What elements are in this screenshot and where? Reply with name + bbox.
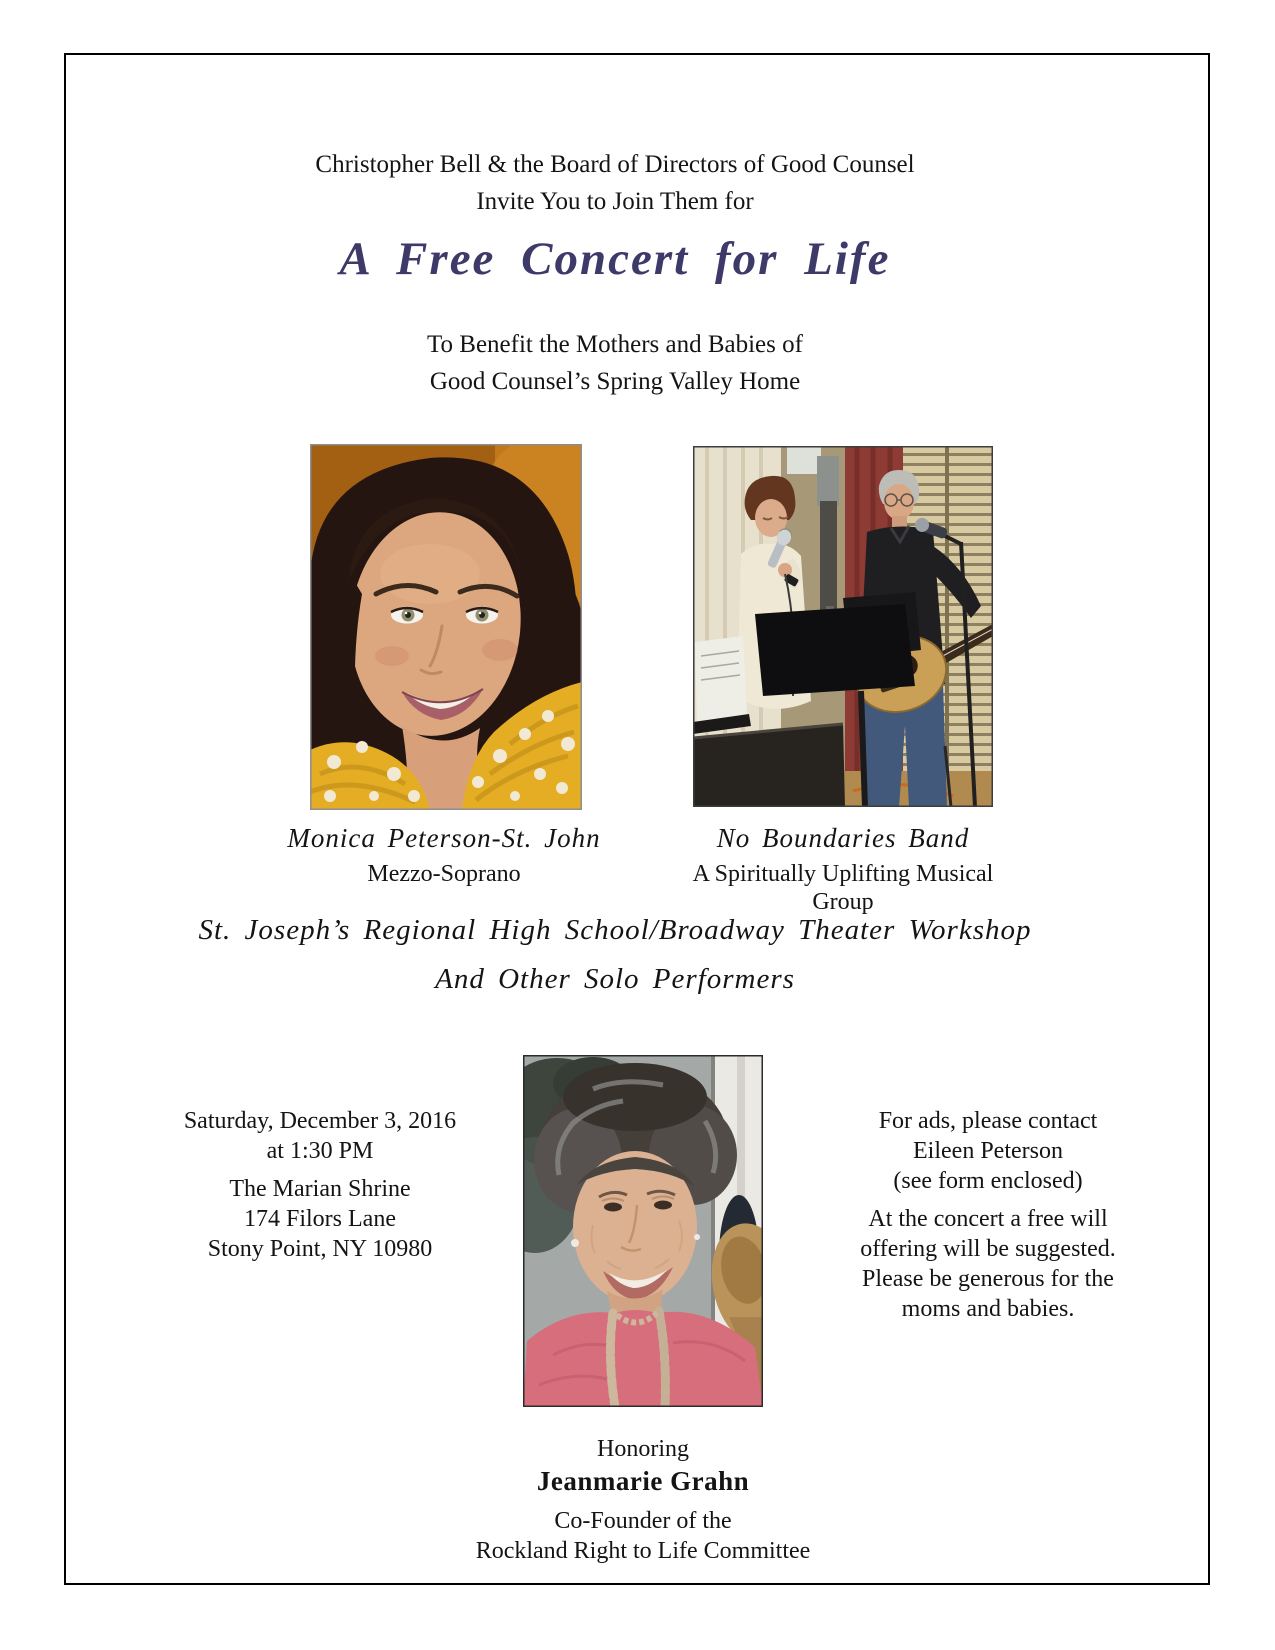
band-name: No Boundaries Band xyxy=(716,823,970,853)
offering-line-1: At the concert a free will xyxy=(868,1206,1108,1232)
monica-caption xyxy=(274,822,614,888)
honoree-photo xyxy=(523,1055,763,1407)
event-details xyxy=(120,1106,520,1264)
monica-role: Mezzo-Soprano xyxy=(367,861,521,887)
band-photo xyxy=(693,446,993,807)
honoring-label: Honoring xyxy=(597,1436,689,1462)
offering-line-2: offering will be suggested. xyxy=(860,1236,1116,1262)
event-time: at 1:30 PM xyxy=(266,1138,374,1164)
honoree-title-1: Co-Founder of the xyxy=(554,1508,732,1534)
honoree-title-2: Rockland Right to Life Committee xyxy=(475,1538,811,1564)
venue-address: 174 Filors Lane xyxy=(244,1206,396,1232)
invitation-line-2: Invite You to Join Them for xyxy=(476,188,754,215)
spacer xyxy=(788,1196,1188,1204)
ads-line-3: (see form enclosed) xyxy=(893,1168,1083,1194)
monica-photo-illustration xyxy=(310,444,582,810)
honoree-name: Jeanmarie Grahn xyxy=(536,1466,750,1496)
more-performers xyxy=(0,906,1230,1004)
event-title: A Free Concert for Life xyxy=(339,233,891,285)
venue-name: The Marian Shrine xyxy=(229,1176,411,1202)
monica-photo xyxy=(310,444,582,810)
spacer xyxy=(443,1498,843,1506)
benefit-statement xyxy=(0,326,1230,400)
ads-info xyxy=(788,1106,1188,1324)
spacer xyxy=(120,1166,520,1174)
more-performers-line-2: And Other Solo Performers xyxy=(435,963,795,995)
monica-name: Monica Peterson-St. John xyxy=(287,823,601,853)
honoring-section xyxy=(443,1434,843,1566)
event-date: Saturday, December 3, 2016 xyxy=(183,1108,457,1134)
offering-line-4: moms and babies. xyxy=(901,1296,1075,1322)
honoree-photo-illustration xyxy=(523,1055,763,1407)
venue-city: Stony Point, NY 10980 xyxy=(207,1236,433,1262)
more-performers-line-1: St. Joseph’s Regional High School/Broadway Theater Workshop xyxy=(198,914,1032,946)
band-caption xyxy=(673,822,1013,916)
invitation-header xyxy=(0,146,1230,220)
benefit-line-1: To Benefit the Mothers and Babies of xyxy=(427,331,803,358)
ads-line-1: For ads, please contact xyxy=(878,1108,1098,1134)
offering-line-3: Please be generous for the xyxy=(862,1266,1114,1292)
band-photo-illustration xyxy=(693,446,993,807)
band-role: A Spiritually Uplifting Musical Group xyxy=(692,861,994,915)
invitation-line-1: Christopher Bell & the Board of Directors of Good Counsel xyxy=(315,151,915,178)
ads-line-2: Eileen Peterson xyxy=(913,1138,1063,1164)
benefit-line-2: Good Counsel’s Spring Valley Home xyxy=(429,368,801,395)
